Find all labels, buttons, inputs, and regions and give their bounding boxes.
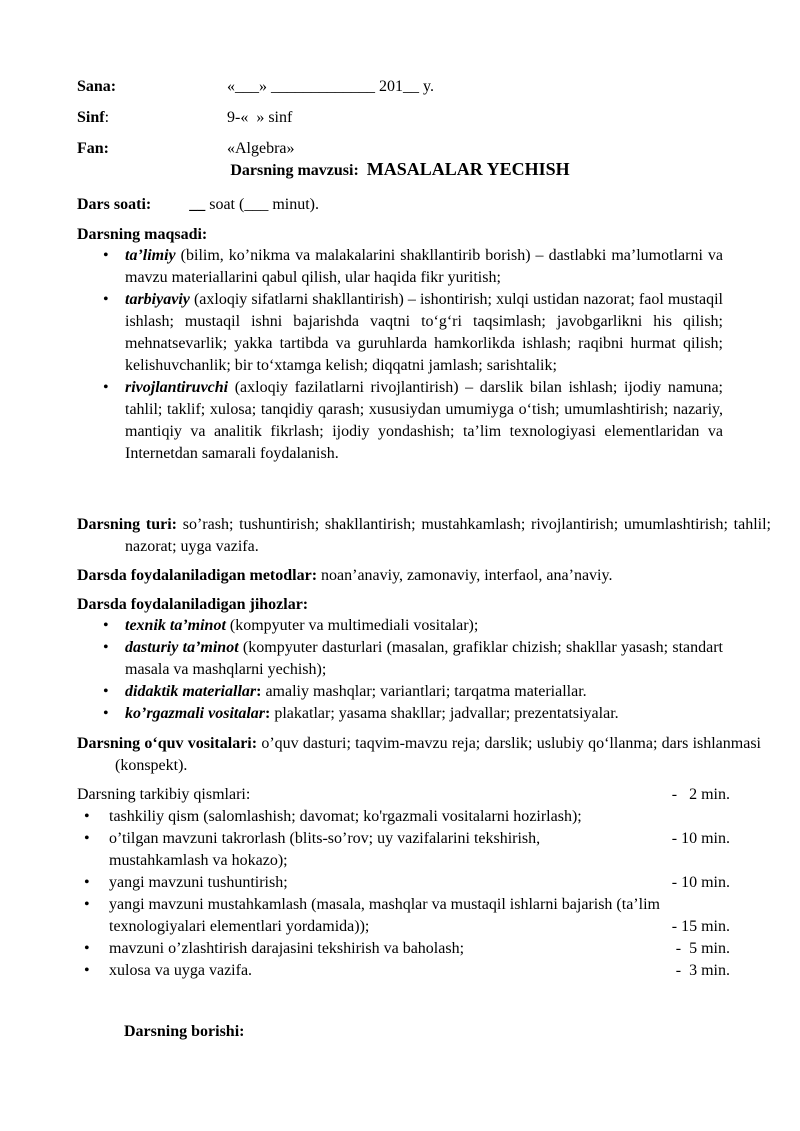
- bullet-icon: •: [103, 379, 109, 396]
- hours-row: [77, 194, 723, 216]
- component-item: [77, 960, 737, 982]
- equipment-heading: Darsda foydalaniladigan jihozlar:: [77, 596, 309, 613]
- equipment-text: amaliy mashqlar; variantlari; tarqatma materiallar.: [261, 683, 587, 700]
- goals-heading: Darsning maqsadi:: [77, 226, 208, 243]
- component-item: [77, 938, 737, 960]
- component-text: tashkiliy qism (salomlashish; davomat; ko'rgazmali vositalarni hozirlash);: [109, 808, 582, 825]
- hours-dash: __: [189, 196, 206, 213]
- equipment-term: didaktik materiallar: [125, 683, 257, 700]
- component-text: o’tilgan mavzuni takrorlash (blits-so’rov; uy vazifalarini tekshirish, mustahkamlash va hokazo);: [109, 830, 541, 869]
- equipment-sep: :: [256, 683, 262, 700]
- bullet-icon: •: [84, 940, 90, 957]
- subject-value: «Algebra»: [227, 140, 295, 157]
- component-text: yangi mavzuni mustahkamlash (masala, mashqlar va mustaqil ishlarni bajarish (ta’lim texnologiyalari elementlari yordamida));: [109, 896, 660, 935]
- goal-item: [103, 289, 723, 377]
- equipment-text: (kompyuter va multimediali vositalar);: [225, 617, 479, 634]
- equipment-term: ko’rgazmali vositalar: [125, 705, 266, 722]
- bullet-icon: •: [103, 705, 109, 722]
- bullet-icon: •: [84, 830, 90, 847]
- goal-text: (axloqiy sifatlarni shakllantirish) – ishontirish; xulqi ustidan nazorat; faol mustaqil ishlash; mustaqil ishni bajarishda vaqtni to‘g‘ri taqsimlash; javobgarlikni his qilish; mehnatsevarlik; yakka tartibda va guruhlarda hamkorlikda ishlash; raqibni hurmat qilish; kelishuvchanlik; bir to‘xtamga kelish; diqqatni jamlash; sarishtalik;: [125, 291, 723, 374]
- class-label: [77, 107, 109, 129]
- lesson-topic: [0, 158, 800, 182]
- component-duration: - 5 min.: [675, 940, 730, 957]
- component-text: yangi mavzuni tushuntirish;: [109, 874, 288, 891]
- tools-row: [77, 733, 761, 777]
- bullet-icon: •: [84, 874, 90, 891]
- equipment-term: texnik ta’minot: [125, 617, 226, 634]
- component-item: [77, 828, 737, 872]
- methods-row: [77, 565, 723, 587]
- class-value: 9-« » sinf: [227, 109, 293, 126]
- equipment-text: plakatlar; yasama shakllar; jadvallar; prezentatsiyalar.: [270, 705, 619, 722]
- bullet-icon: •: [103, 683, 109, 700]
- goal-term: ta’limiy: [125, 247, 176, 264]
- component-duration: - 3 min.: [675, 962, 730, 979]
- lesson-type-text: so’rash; tushuntirish; shakllantirish; mustahkamlash; rivojlantirish; umumlashtirish; tahlil; nazorat; uyga vazifa.: [125, 516, 771, 555]
- bullet-icon: •: [103, 291, 109, 308]
- lesson-type-label: Darsning turi:: [77, 516, 177, 533]
- equipment-item: [103, 681, 723, 703]
- lesson-progress-heading: Darsning borishi:: [124, 1023, 245, 1040]
- class-label-colon: :: [104, 109, 110, 126]
- equipment-sep: :: [265, 705, 271, 722]
- goal-item: [103, 245, 723, 289]
- class-row: [77, 107, 737, 129]
- bullet-icon: •: [84, 808, 90, 825]
- goal-term: tarbiyaviy: [125, 291, 190, 308]
- tools-text: o’quv dasturi; taqvim-mavzu reja; darslik; uslubiy qo‘llanma; dars ishlanmasi (konspekt).: [115, 735, 761, 774]
- subject-row: [77, 138, 737, 160]
- bullet-icon: •: [84, 962, 90, 979]
- bullet-icon: •: [103, 617, 109, 634]
- bullet-icon: •: [84, 896, 90, 913]
- bullet-icon: •: [103, 247, 109, 264]
- subject-label: Fan:: [77, 140, 109, 157]
- goal-term: rivojlantiruvchi: [125, 379, 229, 396]
- methods-text: noan’anaviy, zamonaviy, interfaol, ana’naviy.: [317, 567, 613, 584]
- tools-label: Darsning o‘quv vositalari:: [77, 735, 258, 752]
- topic-label: Darsning mavzusi:: [230, 162, 359, 179]
- equipment-term: dasturiy ta’minot: [125, 639, 239, 656]
- lesson-type: [77, 514, 771, 558]
- component-item: [77, 872, 737, 894]
- equipment-item: [103, 637, 723, 681]
- class-label-text: Sinf: [77, 109, 105, 126]
- component-text: mavzuni o’zlashtirish darajasini tekshirish va baholash;: [109, 940, 465, 957]
- hours-value: soat (___ minut).: [205, 196, 319, 213]
- goal-item: [103, 377, 723, 465]
- methods-label: Darsda foydalaniladigan metodlar:: [77, 567, 318, 584]
- component-duration: - 2 min.: [671, 786, 730, 803]
- date-label: Sana:: [77, 78, 117, 95]
- topic-value: MASALALAR YECHISH: [366, 159, 570, 179]
- hours-label: Dars soati:: [77, 196, 152, 213]
- goal-text: (bilim, ko’nikma va malakalarini shakllantirib borish) – dastlabki ma’lumotlarni va mavzu materiallarini qabul qilish, ular haqida fikr yuritish;: [125, 247, 723, 286]
- goal-text: (axloqiy fazilatlarni rivojlantirish) – darslik bilan ishlash; ijodiy namuna; tahlil; taklif; xulosa; tanqidiy qarash; xususiydan umumiyga o‘tish; umumlashtirish; nazariy, mantiqiy va analitik fikrlash; ijodiy yondashish; ta’lim texnologiyasi elementlaridan va Internetdan samarali foydalanish.: [125, 379, 723, 462]
- bullet-icon: •: [103, 639, 109, 656]
- component-item: [77, 894, 737, 938]
- equipment-text: (kompyuter dasturlari (masalan, grafiklar chizish; shakllar yasash; standart masala va mashqlarni yechish);: [125, 639, 723, 678]
- component-text: xulosa va uyga vazifa.: [109, 962, 253, 979]
- equipment-item: [103, 703, 723, 725]
- date-value: «___» _____________ 201__ y.: [227, 78, 434, 95]
- component-duration: - 10 min.: [671, 830, 730, 847]
- component-duration: - 10 min.: [671, 874, 730, 891]
- equipment-item: [103, 615, 723, 637]
- goals-list: [103, 245, 723, 465]
- components-heading: Darsning tarkibiy qismlari:: [77, 786, 251, 803]
- date-row: [77, 76, 737, 98]
- equipment-list: [103, 615, 723, 725]
- components-section: [77, 784, 737, 982]
- component-duration: - 15 min.: [671, 918, 730, 935]
